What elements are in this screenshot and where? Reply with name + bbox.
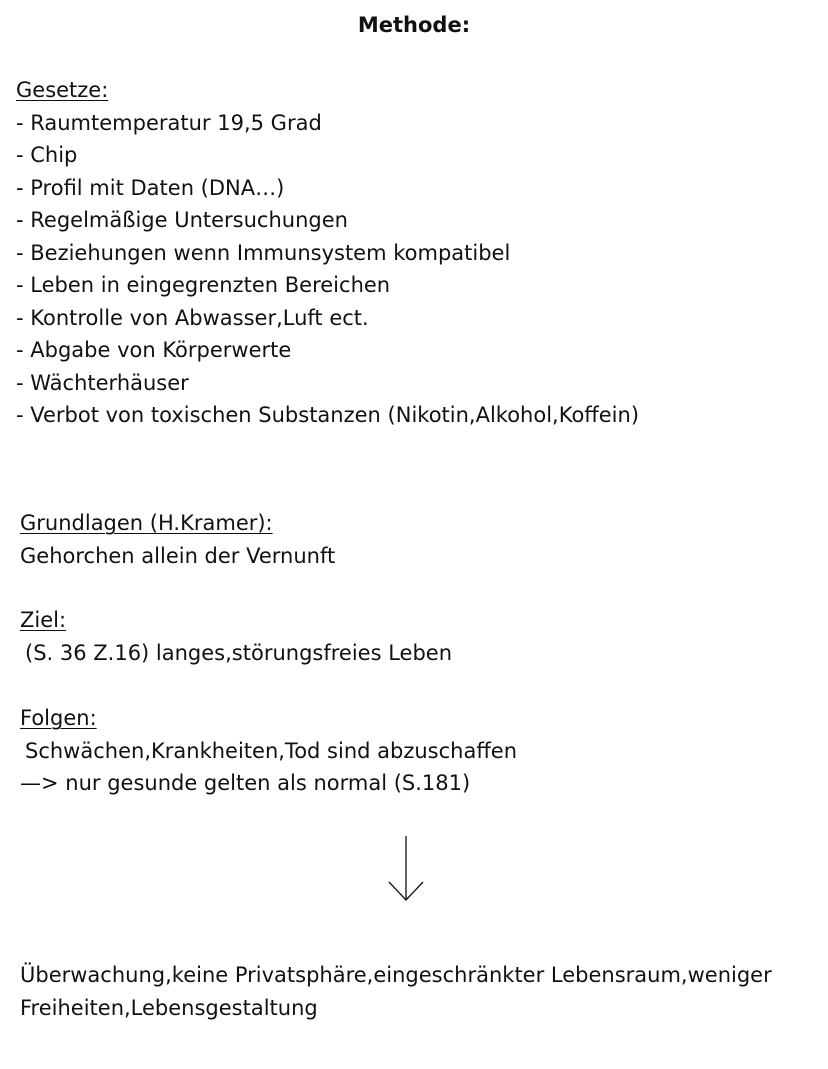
grundlagen-section (20, 507, 335, 572)
page-title: Methode: (357, 13, 471, 37)
ziel-text: (S. 36 Z.16) langes,störungsfreies Leben (25, 640, 453, 665)
list-item: - Beziehungen wenn Immunsystem kompatibel (16, 240, 511, 265)
folgen-section (20, 702, 517, 800)
gesetze-section (16, 74, 639, 432)
grundlagen-text: Gehorchen allein der Vernunft (20, 543, 336, 568)
ziel-heading: Ziel: (20, 608, 67, 632)
folgen-heading: Folgen: (20, 706, 97, 730)
list-item: - Abgabe von Körperwerte (16, 338, 292, 362)
down-arrow-icon (385, 834, 427, 904)
list-item: - Chip (16, 143, 78, 167)
gesetze-heading: Gesetze: (16, 78, 109, 102)
list-item: - Verbot von toxischen Substanzen (Nikotin,Alkohol,Koffein) (16, 403, 640, 427)
conclusion-line-1: Überwachung,keine Privatsphäre,eingeschränkter Lebensraum,weniger (20, 963, 772, 987)
list-item: - Profil mit Daten (DNA…) (16, 175, 285, 200)
conclusion-section (20, 959, 772, 1025)
folgen-line-1: Schwächen,Krankheiten,Tod sind abzuschaffen (25, 738, 518, 763)
grundlagen-heading: Grundlagen (H.Kramer): (20, 511, 273, 535)
list-item: - Wächterhäuser (16, 370, 189, 395)
folgen-line-2: —> nur gesunde gelten als normal (S.181) (20, 771, 471, 795)
list-item: - Leben in eingegrenzten Bereichen (16, 273, 391, 297)
list-item: - Kontrolle von Abwasser,Luft ect. (16, 305, 369, 330)
list-item: - Raumtemperatur 19,5 Grad (16, 110, 322, 135)
list-item: - Regelmäßige Untersuchungen (16, 208, 348, 232)
conclusion-line-2: Freiheiten,Lebensgestaltung (20, 996, 318, 1020)
ziel-section (20, 604, 452, 669)
